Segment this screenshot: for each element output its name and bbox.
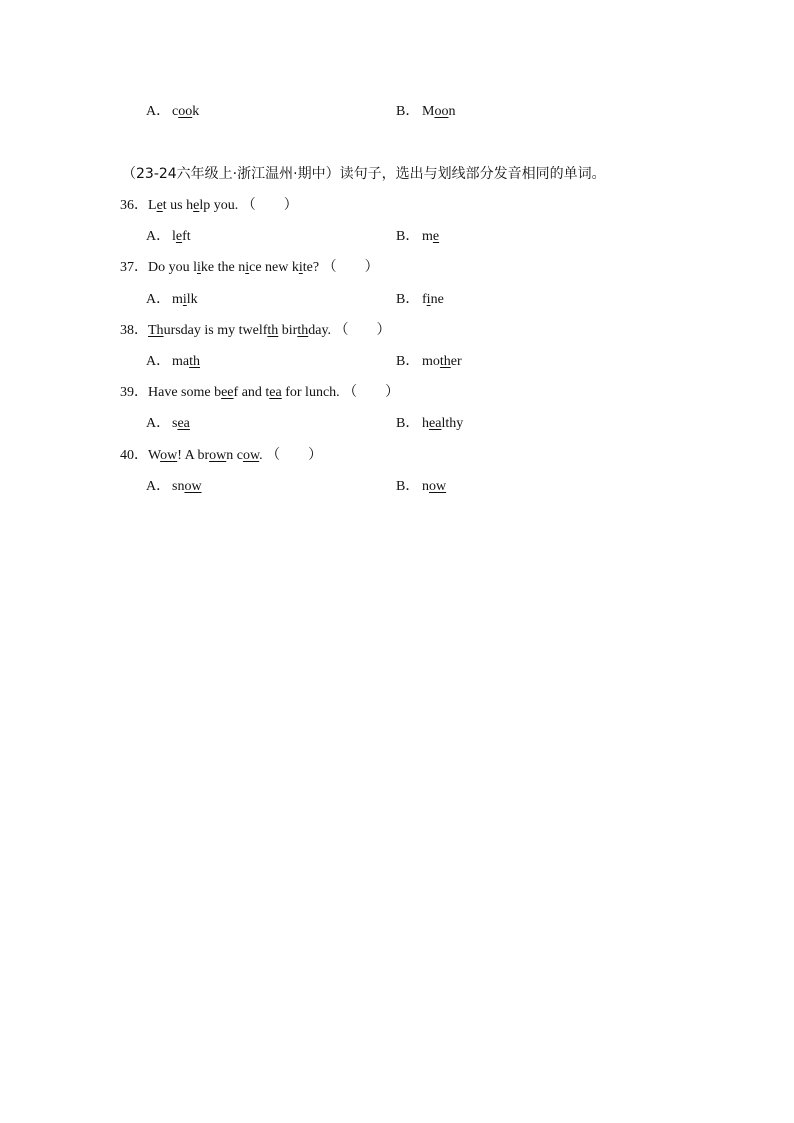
option-b-37: B． fine: [396, 292, 444, 307]
option-a-39: A． sea: [146, 416, 190, 431]
option-b-40: B． now: [396, 479, 447, 494]
question-38: 38．Thursday is my twelfth birthday. （ ）: [120, 323, 391, 338]
option-a-37: A． milk: [146, 292, 198, 307]
option-a-36: A． left: [146, 229, 191, 244]
option-a-35: A． cook: [146, 104, 200, 119]
section-heading: （23-24六年级上·浙江温州·期中）读句子，选出与划线部分发音相同的单词。: [122, 166, 606, 182]
option-a-38: A． math: [146, 354, 200, 369]
option-a-40: A． snow: [146, 479, 202, 494]
question-37: 37．Do you like the nice new kite? （ ）: [120, 260, 379, 275]
option-b-35: B． Moon: [396, 104, 456, 119]
question-number: 38．: [120, 323, 148, 338]
question-number: 37．: [120, 260, 148, 275]
question-39: 39．Have some beef and tea for lunch. （ ）: [120, 385, 400, 400]
option-letter: B．: [396, 104, 420, 119]
option-letter: A．: [146, 104, 171, 119]
underlined-sound: oo: [434, 104, 449, 119]
question-36: 36．Let us help you. （ ）: [120, 198, 298, 213]
question-number: 39．: [120, 385, 148, 400]
question-number: 40．: [120, 448, 148, 463]
underlined-sound: oo: [178, 104, 193, 119]
option-b-38: B． mother: [396, 354, 462, 369]
option-b-39: B． healthy: [396, 416, 464, 431]
question-number: 36．: [120, 198, 148, 213]
option-b-36: B． me: [396, 229, 440, 244]
question-40: 40．Wow! A brown cow. （ ）: [120, 448, 323, 463]
